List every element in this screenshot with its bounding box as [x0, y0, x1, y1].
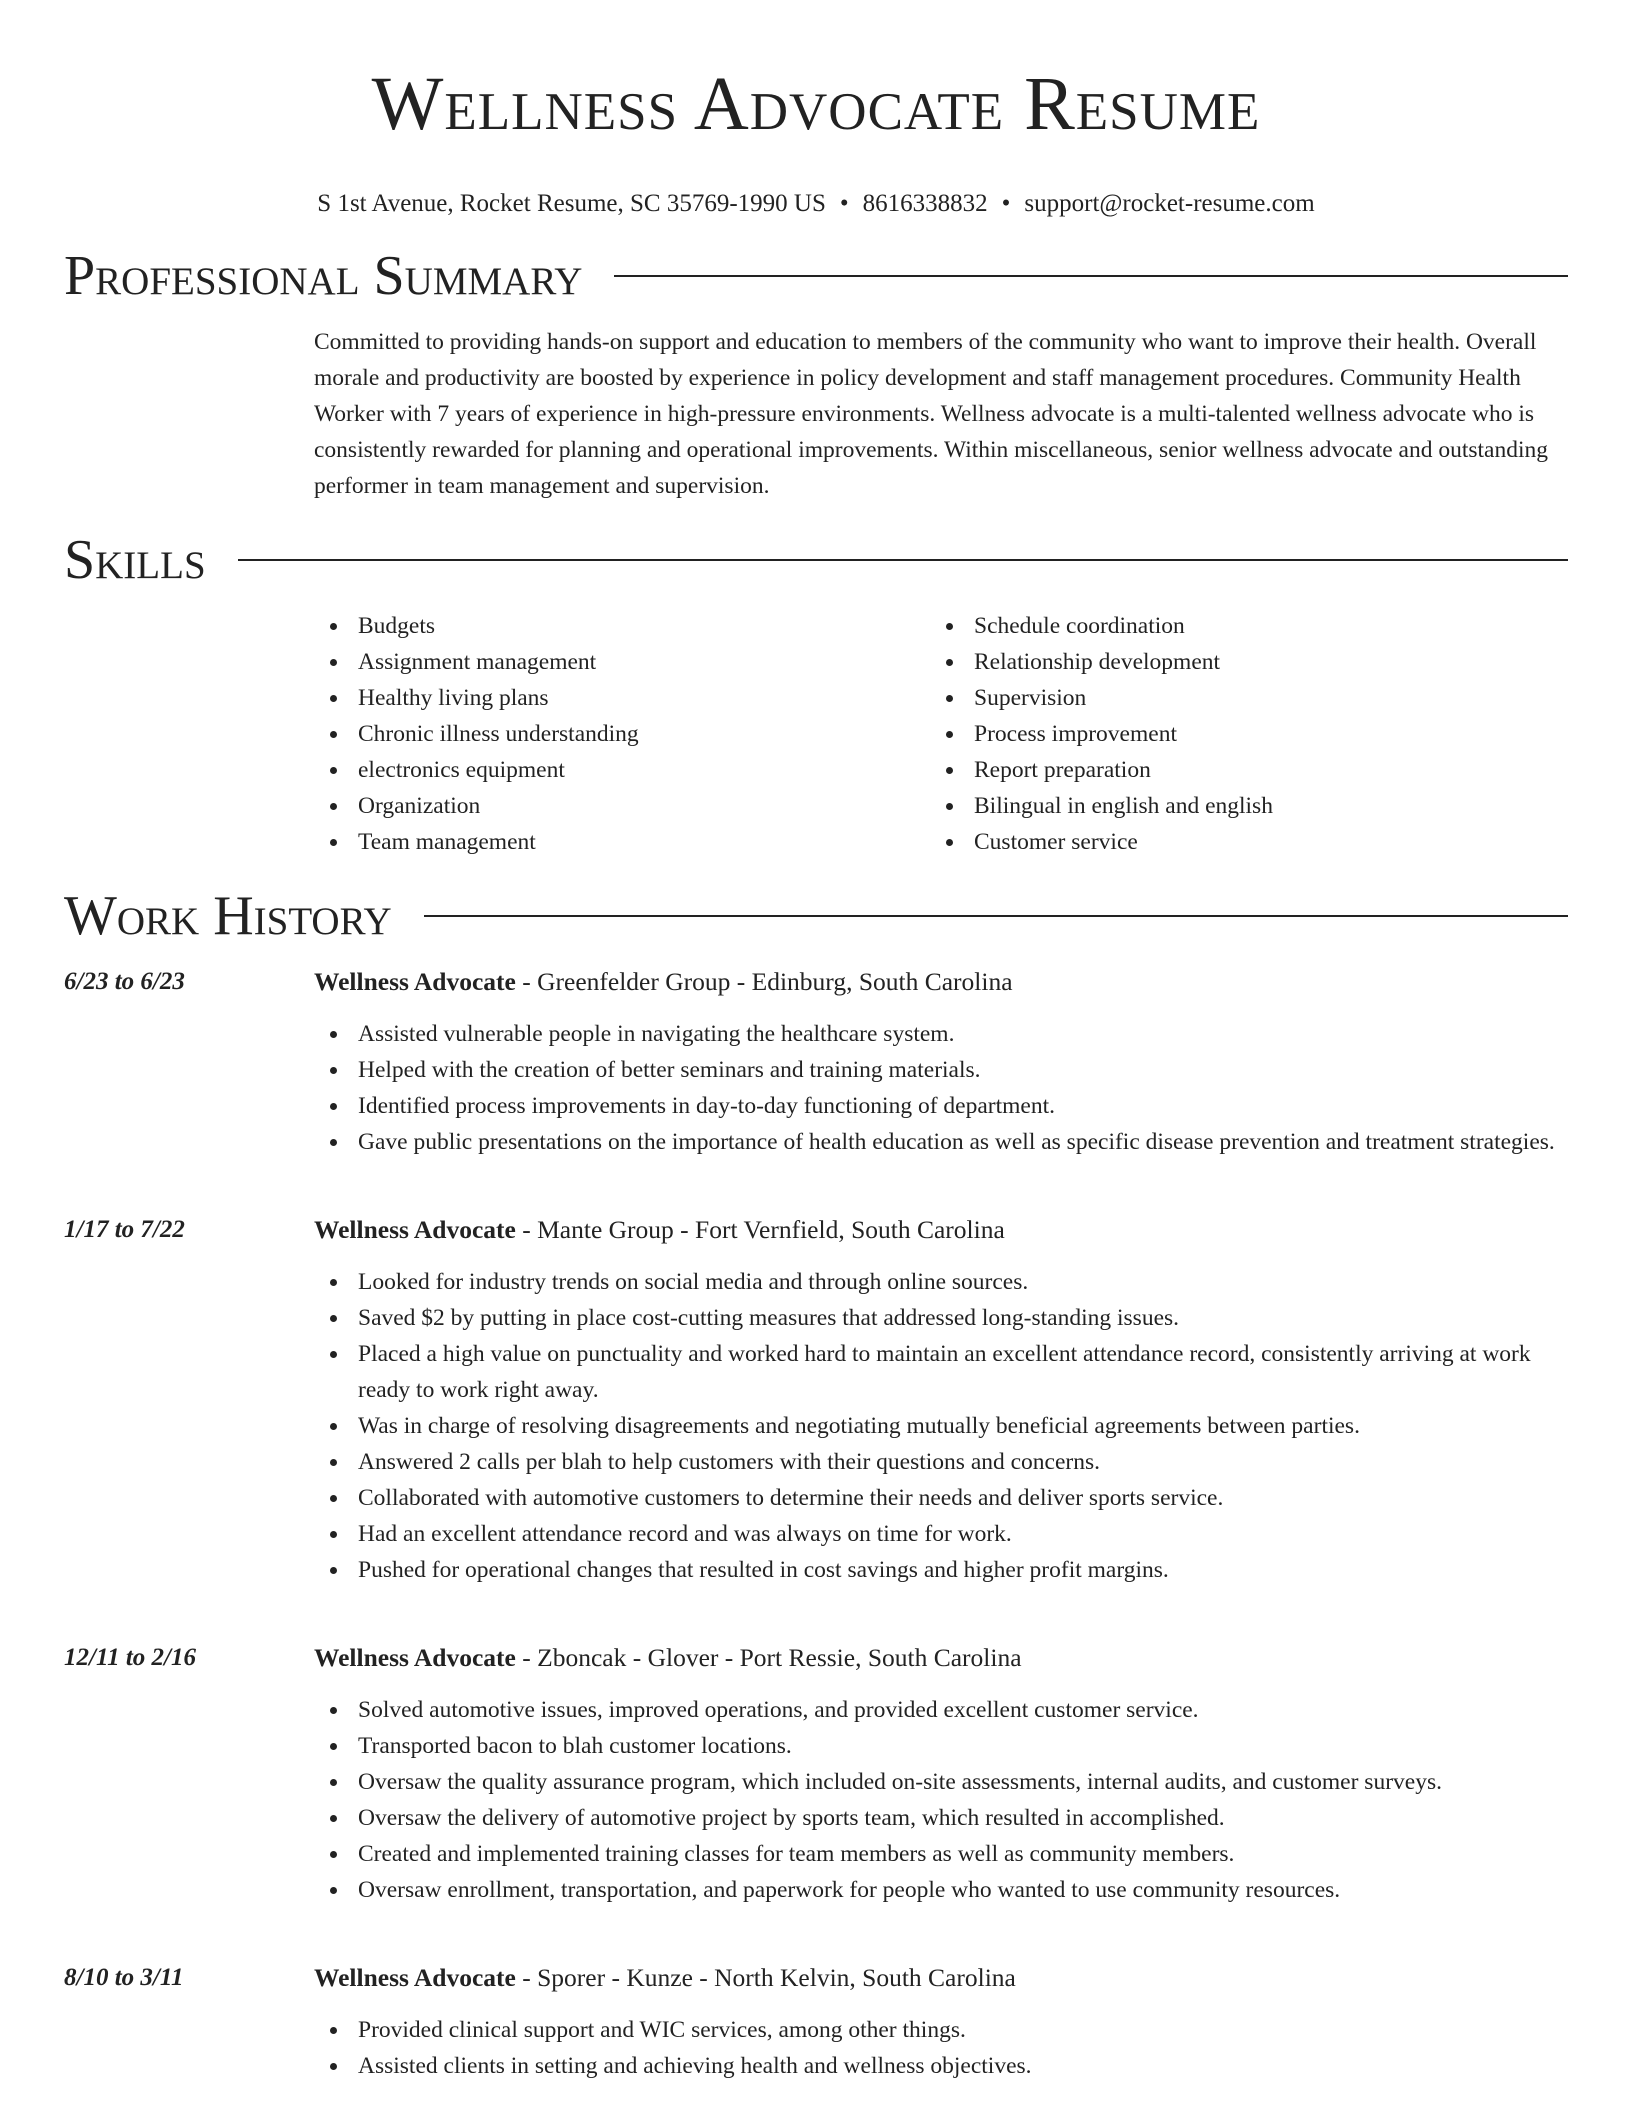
job-bullet: Gave public presentations on the importance of health education as well as specific disease prevention and treatment strategies. — [314, 1124, 1568, 1160]
job-employer-location: - Sporer - Kunze - North Kelvin, South Carolina — [515, 1963, 1016, 1992]
job-bullet: Placed a high value on punctuality and worked hard to maintain an excellent attendance record, consistently arriving at work ready to work right away. — [314, 1336, 1568, 1408]
job-bullets — [314, 2012, 1568, 2084]
job-title: Wellness Advocate — [314, 967, 516, 996]
work-heading: Work History — [64, 885, 392, 947]
job-employer-location: - Zboncak - Glover - Port Ressie, South Carolina — [515, 1643, 1022, 1672]
job-header — [314, 1212, 1568, 1248]
job-bullet: Identified process improvements in day-to-day functioning of department. — [314, 1088, 1568, 1124]
resume-page — [64, 0, 1568, 2084]
job-employer-location: - Greenfelder Group - Edinburg, South Carolina — [515, 967, 1013, 996]
skill-item: Healthy living plans — [314, 680, 930, 716]
skill-item: Bilingual in english and english — [930, 788, 1546, 824]
job-body — [314, 1212, 1568, 1588]
job-bullet: Was in charge of resolving disagreements and negotiating mutually beneficial agreements between parties. — [314, 1408, 1568, 1444]
job-entry — [64, 1212, 1568, 1588]
summary-text: Committed to providing hands-on support and education to members of the community who want to improve their health. Overall morale and productivity are boosted by experience in policy development and staff management procedures. Community Health Worker with 7 years of experience in high-pressure environments. Wellness advocate is a multi-talented wellness advocate who is consistently rewarded for planning and operational improvements. Within miscellaneous, senior wellness advocate and outstanding performer in team management and supervision. — [314, 329, 1549, 499]
job-entry — [64, 1960, 1568, 2084]
skill-item: electronics equipment — [314, 752, 930, 788]
job-bullets — [314, 1692, 1568, 1908]
skills-list — [314, 608, 1568, 860]
job-bullet: Had an excellent attendance record and was always on time for work. — [314, 1516, 1568, 1552]
work-section-header — [64, 884, 1568, 948]
skill-item: Schedule coordination — [930, 608, 1546, 644]
summary-section-header — [64, 244, 1568, 308]
job-dates: 6/23 to 6/23 — [64, 968, 185, 995]
skills-heading: Skills — [64, 529, 206, 591]
section-divider — [238, 559, 1568, 561]
skill-item: Relationship development — [930, 644, 1546, 680]
section-divider — [614, 275, 1568, 277]
skill-item: Process improvement — [930, 716, 1546, 752]
job-dates: 8/10 to 3/11 — [64, 1964, 184, 1991]
contact-separator: • — [1001, 190, 1011, 217]
job-bullet: Collaborated with automotive customers to determine their needs and deliver sports service. — [314, 1480, 1568, 1516]
job-bullet: Assisted clients in setting and achieving health and wellness objectives. — [314, 2048, 1568, 2084]
job-body — [314, 1960, 1568, 2084]
job-header — [314, 964, 1568, 1000]
job-bullet: Helped with the creation of better seminars and training materials. — [314, 1052, 1568, 1088]
job-employer-location: - Mante Group - Fort Vernfield, South Carolina — [515, 1215, 1005, 1244]
contact-address: S 1st Avenue, Rocket Resume, SC 35769-1990 US — [317, 190, 826, 217]
contact-line — [64, 188, 1568, 220]
job-bullet: Saved $2 by putting in place cost-cutting measures that addressed long-standing issues. — [314, 1300, 1568, 1336]
skill-item: Chronic illness understanding — [314, 716, 930, 752]
summary-heading: Professional Summary — [64, 245, 583, 307]
job-bullet: Looked for industry trends on social media and through online sources. — [314, 1264, 1568, 1300]
job-bullet: Oversaw the quality assurance program, which included on-site assessments, internal audits, and customer surveys. — [314, 1764, 1568, 1800]
job-bullets — [314, 1264, 1568, 1588]
skill-item: Budgets — [314, 608, 930, 644]
job-title: Wellness Advocate — [314, 1963, 516, 1992]
job-body — [314, 1640, 1568, 1908]
contact-separator: • — [839, 190, 849, 217]
job-bullet: Solved automotive issues, improved operations, and provided excellent customer service. — [314, 1692, 1568, 1728]
contact-phone: 8616338832 — [862, 190, 988, 217]
job-bullets — [314, 1016, 1568, 1160]
job-dates: 12/11 to 2/16 — [64, 1644, 196, 1671]
skill-item: Organization — [314, 788, 930, 824]
job-entry — [64, 964, 1568, 1160]
job-bullet: Oversaw the delivery of automotive project by sports team, which resulted in accomplished. — [314, 1800, 1568, 1836]
job-bullet: Oversaw enrollment, transportation, and paperwork for people who wanted to use community resources. — [314, 1872, 1568, 1908]
skill-item: Report preparation — [930, 752, 1546, 788]
skills-column-right — [930, 608, 1546, 860]
skills-section-header — [64, 528, 1568, 592]
job-entry — [64, 1640, 1568, 1908]
job-body — [314, 964, 1568, 1160]
job-dates: 1/17 to 7/22 — [64, 1216, 185, 1243]
job-bullet: Provided clinical support and WIC services, among other things. — [314, 2012, 1568, 2048]
skills-bullets-right — [930, 608, 1546, 860]
contact-email[interactable]: support@rocket-resume.com — [1024, 190, 1315, 217]
summary-body — [314, 324, 1568, 504]
section-divider — [424, 915, 1568, 917]
job-bullet: Assisted vulnerable people in navigating the healthcare system. — [314, 1016, 1568, 1052]
job-bullet: Created and implemented training classes for team members as well as community members. — [314, 1836, 1568, 1872]
job-header — [314, 1960, 1568, 1996]
job-bullet: Answered 2 calls per blah to help customers with their questions and concerns. — [314, 1444, 1568, 1480]
job-title: Wellness Advocate — [314, 1215, 516, 1244]
skill-item: Assignment management — [314, 644, 930, 680]
skills-bullets-left — [314, 608, 930, 860]
skill-item: Team management — [314, 824, 930, 860]
job-title: Wellness Advocate — [314, 1643, 516, 1672]
job-header — [314, 1640, 1568, 1676]
skills-column-left — [314, 608, 930, 860]
job-bullet: Pushed for operational changes that resulted in cost savings and higher profit margins. — [314, 1552, 1568, 1588]
skill-item: Supervision — [930, 680, 1546, 716]
job-bullet: Transported bacon to blah customer locations. — [314, 1728, 1568, 1764]
skill-item: Customer service — [930, 824, 1546, 860]
work-history-list — [64, 964, 1568, 2084]
resume-title: Wellness Advocate Resume — [371, 62, 1261, 146]
